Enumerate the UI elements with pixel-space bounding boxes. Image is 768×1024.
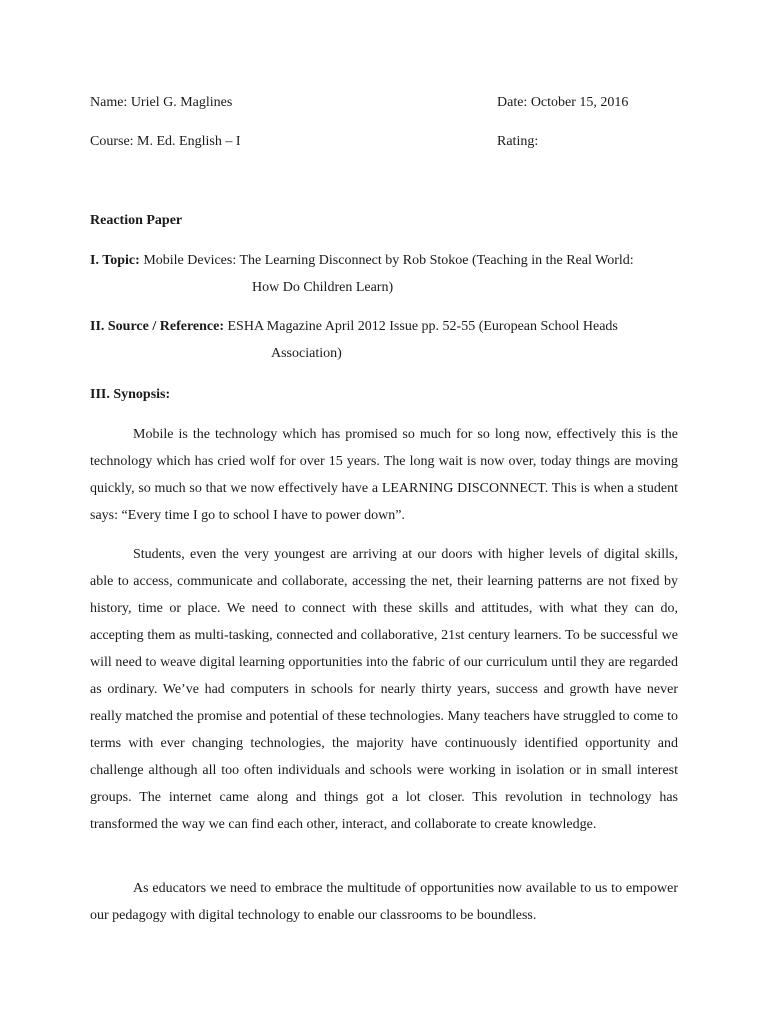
topic-label: I. Topic: bbox=[90, 253, 140, 268]
course: Course: M. Ed. English – I bbox=[90, 134, 241, 149]
rating: Rating: bbox=[497, 134, 539, 149]
submission-date: Date: October 15, 2016 bbox=[497, 95, 629, 110]
student-name: Name: Uriel G. Maglines bbox=[90, 95, 233, 110]
topic-text-line2: How Do Children Learn) bbox=[252, 280, 394, 295]
source-text-line1: ESHA Magazine April 2012 Issue pp. 52-55 (European School Heads bbox=[227, 319, 618, 334]
source-label: II. Source / Reference: bbox=[90, 319, 224, 334]
synopsis-paragraph-1: Mobile is the technology which has promised so much for so long now, effectively this is the technology which has cried wolf for over 15 years. The long wait is now over, today things are moving quickly, so much so that we now effectively have a LEARNING DISCONNECT. This is when a student says: “Every time I go to school I have to power down”. bbox=[90, 427, 678, 523]
synopsis-paragraph-2: Students, even the very youngest are arriving at our doors with higher levels of digital skills, able to access, communicate and collaborate, accessing the net, their learning patterns are not fixed by history, time or place. We need to connect with these skills and attitudes, with what they can do, accepting them as multi-tasking, connected and collaborative, 21st century learners. To be successful we will need to weave digital learning opportunities into the fabric of our curriculum until they are regarded as ordinary. We’ve had computers in schools for nearly thirty years, success and growth have never really matched the promise and potential of these technologies. Many teachers have struggled to come to terms with ever changing technologies, the majority have continuously identified opportunity and challenge although all too often individuals and schools were working in isolation or in small interest groups. The internet came along and things got a lot closer. This revolution in technology has transformed the way we can find each other, interact, and collaborate to create knowledge. bbox=[90, 547, 678, 832]
topic-text-line1: Mobile Devices: The Learning Disconnect by Rob Stokoe (Teaching in the Real World: bbox=[143, 253, 634, 268]
paper-title: Reaction Paper bbox=[90, 213, 183, 228]
topic-section bbox=[90, 247, 690, 301]
synopsis-paragraph-3: As educators we need to embrace the multitude of opportunities now available to us to empower our pedagogy with digital technology to enable our classrooms to be boundless. bbox=[90, 881, 678, 923]
source-section bbox=[90, 313, 690, 367]
source-text-line2: Association) bbox=[271, 346, 342, 361]
synopsis-heading: III. Synopsis: bbox=[90, 387, 171, 402]
